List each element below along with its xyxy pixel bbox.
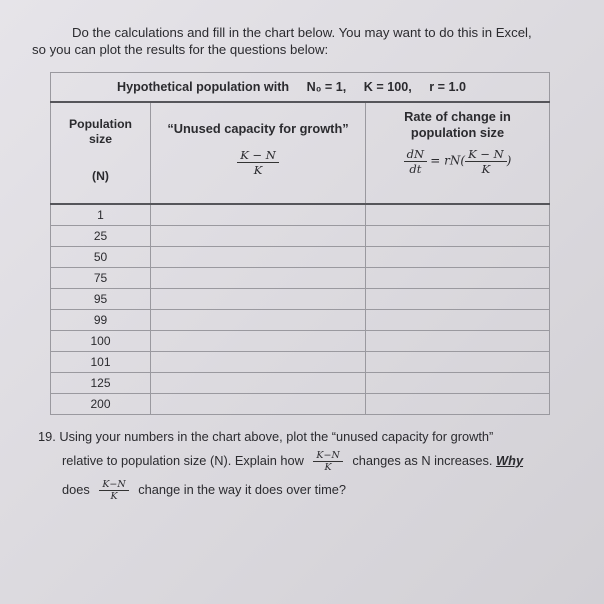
- header-pop-line2: size: [88, 132, 113, 146]
- header-pop-symbol: (N): [92, 169, 109, 183]
- population-value: 100: [51, 331, 151, 352]
- population-value: 95: [51, 289, 151, 310]
- question-text-3b: change in the way it does over time?: [138, 481, 346, 497]
- title-text: Hypothetical population with: [117, 80, 290, 94]
- table-title: [51, 73, 550, 103]
- title-k: K = 100,: [363, 80, 412, 94]
- question-text-1: Using your numbers in the chart above, plot the “unused capacity for growth”: [59, 429, 494, 444]
- question-line-1: [38, 428, 558, 446]
- table-row: [51, 373, 550, 394]
- table-row: [51, 331, 550, 352]
- table-row: [51, 394, 550, 415]
- title-n0: N₀ = 1,: [306, 80, 347, 94]
- unused-capacity-cell[interactable]: [151, 247, 366, 268]
- formula-denominator: K: [253, 163, 263, 177]
- rate-close-paren: ): [506, 153, 512, 168]
- instructions-line-2: so you can plot the results for the questions below:: [32, 42, 329, 57]
- table-row: [51, 226, 550, 247]
- unused-capacity-formula: [237, 148, 279, 177]
- population-value: 1: [51, 204, 151, 226]
- dt-denominator: dt: [409, 162, 422, 176]
- question-fraction-1: [313, 450, 342, 473]
- question-19: [38, 428, 558, 502]
- question-frac-numerator: K−N: [99, 479, 128, 491]
- rate-frac-denominator: K: [481, 162, 491, 176]
- rate-of-change-cell[interactable]: [366, 226, 550, 247]
- rate-of-change-cell[interactable]: [366, 394, 550, 415]
- unused-capacity-cell[interactable]: [151, 373, 366, 394]
- unused-capacity-cell[interactable]: [151, 310, 366, 331]
- question-why: Why: [496, 452, 524, 468]
- question-text-2b: changes as N increases.: [352, 452, 493, 468]
- header-pop-line1: Population: [69, 117, 132, 131]
- population-value: 25: [51, 226, 151, 247]
- rate-of-change-cell[interactable]: [366, 289, 550, 310]
- unused-capacity-cell[interactable]: [151, 268, 366, 289]
- header-rate-line2: population size: [410, 125, 505, 140]
- question-fraction-2: [99, 479, 128, 502]
- rate-of-change-cell[interactable]: [366, 204, 550, 226]
- population-table: [50, 72, 550, 411]
- population-value: 75: [51, 268, 151, 289]
- rate-of-change-cell[interactable]: [366, 352, 550, 373]
- question-frac-denominator: K: [324, 462, 332, 473]
- question-text-2a: relative to population size (N). Explain how: [62, 452, 304, 468]
- population-value: 125: [51, 373, 151, 394]
- unused-capacity-cell[interactable]: [151, 226, 366, 247]
- question-line-2: [38, 450, 558, 473]
- rate-of-change-cell[interactable]: [366, 373, 550, 394]
- header-rate-of-change: [366, 102, 550, 204]
- unused-capacity-cell[interactable]: [151, 204, 366, 226]
- table-row: [51, 268, 550, 289]
- rate-capacity-fraction: [465, 147, 507, 176]
- header-unused-label: “Unused capacity for growth”: [167, 121, 349, 136]
- table-row: [51, 247, 550, 268]
- rate-of-change-cell[interactable]: [366, 310, 550, 331]
- rate-of-change-cell[interactable]: [366, 247, 550, 268]
- question-line-3: [38, 479, 558, 502]
- instructions: [32, 24, 592, 58]
- instructions-line-1: Do the calculations and fill in the chart below. You may want to do this in Excel,: [72, 25, 532, 40]
- rate-rhs: = rN(: [430, 153, 466, 168]
- unused-capacity-cell[interactable]: [151, 331, 366, 352]
- dn-numerator: dN: [404, 147, 427, 162]
- table-row: [51, 310, 550, 331]
- rate-equation: [366, 147, 549, 176]
- population-value: 200: [51, 394, 151, 415]
- rate-of-change-cell[interactable]: [366, 268, 550, 289]
- table-row: [51, 352, 550, 373]
- header-rate-line1: Rate of change in: [404, 109, 511, 124]
- rate-of-change-cell[interactable]: [366, 331, 550, 352]
- question-text-3a: does: [62, 481, 90, 497]
- dn-dt-fraction: [404, 147, 427, 176]
- population-value: 99: [51, 310, 151, 331]
- header-population-size: [51, 102, 151, 204]
- rate-frac-numerator: K − N: [465, 147, 507, 162]
- unused-capacity-cell[interactable]: [151, 352, 366, 373]
- population-value: 101: [51, 352, 151, 373]
- question-number: 19.: [38, 429, 56, 444]
- question-frac-numerator: K−N: [313, 450, 342, 462]
- formula-numerator: K − N: [237, 148, 279, 163]
- unused-capacity-cell[interactable]: [151, 289, 366, 310]
- unused-capacity-cell[interactable]: [151, 394, 366, 415]
- table-row: [51, 289, 550, 310]
- header-unused-capacity: [151, 102, 366, 204]
- title-r: r = 1.0: [429, 80, 466, 94]
- table-row: [51, 204, 550, 226]
- population-value: 50: [51, 247, 151, 268]
- question-frac-denominator: K: [110, 491, 118, 502]
